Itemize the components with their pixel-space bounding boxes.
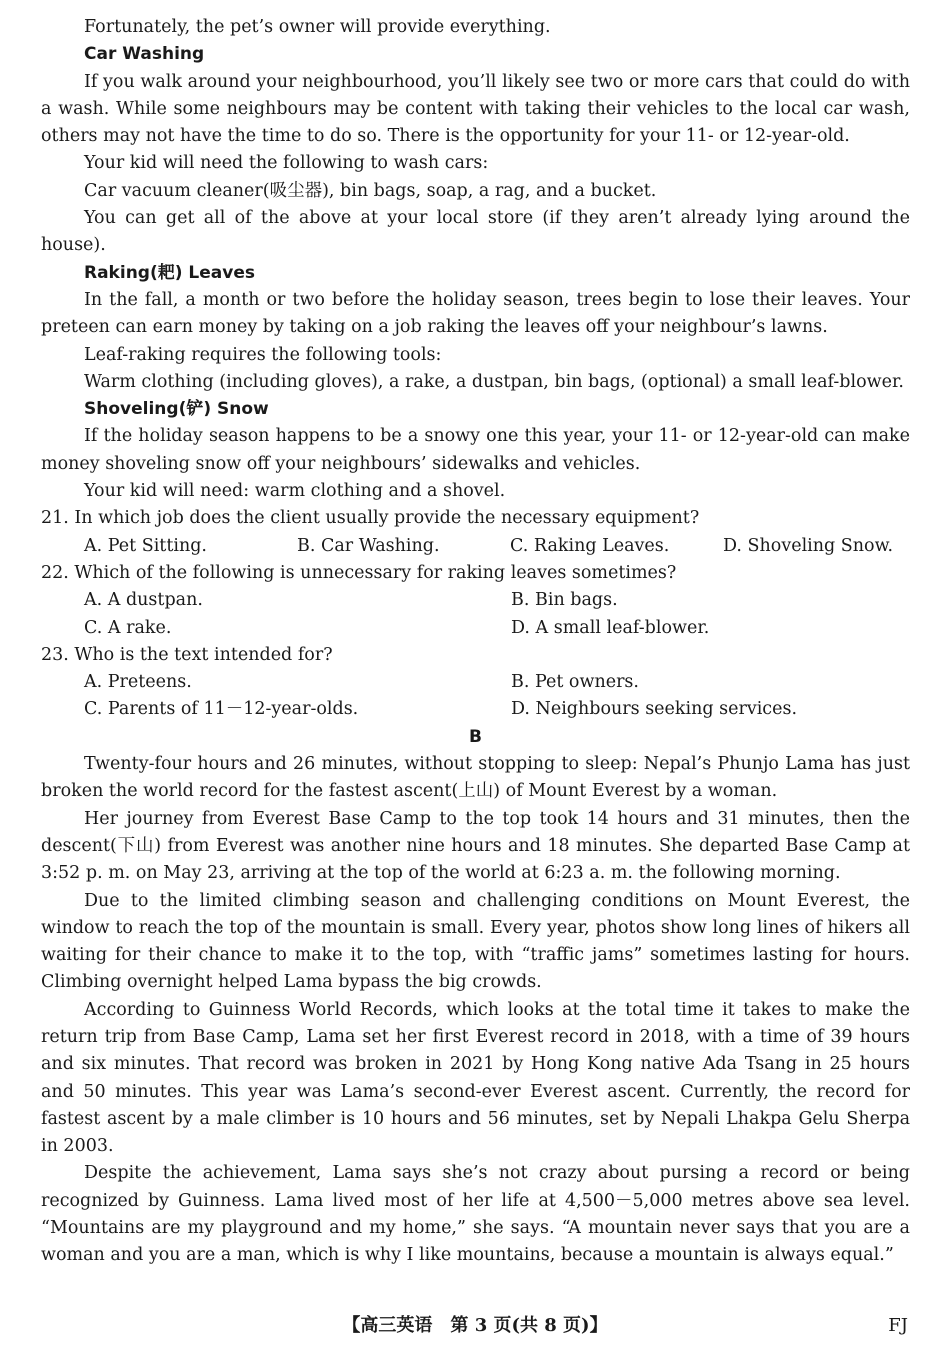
q21-option-a: A. Pet Sitting. — [84, 535, 207, 556]
q23-option-a: A. Preteens. — [84, 672, 192, 693]
question-23-options-row-1 — [41, 669, 910, 696]
question-21-options — [41, 533, 910, 560]
section-b-paragraph-4: According to Guinness World Records, which looks at the total time it takes to make the return trip from Base Camp, Lama set her first Everest record in 2018, with a time of 39 hours and six minutes. That record was broken in 2021 by Hong Kong native Ada Tsang in 25 hours and 50 minutes. This year was Lama’s second-ever Everest ascent. Currently, the record for fastest ascent by a male climber is 10 hours and 56 minutes, set by Nepali Lhakpa Gelu Sherpa in 2003. — [41, 999, 910, 1157]
shoveling-paragraph-1: If the holiday season happens to be a snowy one this year, your 11- or 12-year-old can make money shoveling snow off your neighbours’ sidewalks and vehicles. — [41, 426, 910, 474]
question-23: 23. Who is the text intended for? — [41, 644, 333, 665]
heading-shoveling-snow: Shoveling(铲) Snow — [84, 399, 269, 420]
car-paragraph-2: Your kid will need the following to wash cars: — [84, 153, 489, 174]
shoveling-paragraph-2: Your kid will need: warm clothing and a shovel. — [84, 481, 506, 502]
q23-option-b: B. Pet owners. — [511, 672, 639, 693]
question-22: 22. Which of the following is unnecessary for raking leaves sometimes? — [41, 562, 677, 583]
q23-option-c: C. Parents of 11－12-year-olds. — [84, 699, 359, 720]
page-content — [41, 14, 910, 1270]
footer-code: FJ — [888, 1315, 908, 1336]
q21-option-c: C. Raking Leaves. — [510, 535, 670, 556]
question-21: 21. In which job does the client usually provide the necessary equipment? — [41, 508, 700, 529]
q22-option-c: C. A rake. — [84, 617, 172, 638]
question-22-options-row-1 — [41, 587, 910, 614]
section-b-paragraph-3: Due to the limited climbing season and challenging conditions on Mount Everest, the window to reach the top of the mountain is small. Every year, photos show long lines of hikers all waiting for their chance to make it to the top, with “traffic jams” sometimes lasting for hours. Climbing overnight helped Lama bypass the big crowds. — [41, 890, 910, 993]
car-paragraph-1: If you walk around your neighbourhood, you’ll likely see two or more cars that could do with a wash. While some neighbours may be content with taking their vehicles to the local car wash, others may not have the time to do so. There is the opportunity for your 11- or 12-year-old. — [41, 71, 910, 147]
car-paragraph-4: You can get all of the above at your local store (if they aren’t already lying around the house). — [41, 208, 910, 256]
raking-paragraph-3: Warm clothing (including gloves), a rake, a dustpan, bin bags, (optional) a small leaf-blower. — [84, 371, 904, 392]
page-footer — [0, 1310, 950, 1338]
footer-page-info: 【高三英语 第 3 页(共 8 页)】 — [342, 1315, 608, 1336]
question-23-options-row-2 — [41, 696, 910, 723]
heading-raking-leaves: Raking(耙) Leaves — [84, 262, 255, 283]
q22-option-d: D. A small leaf-blower. — [511, 617, 710, 638]
section-b-paragraph-5: Despite the achievement, Lama says she’s not crazy about pursing a record or being recognized by Guinness. Lama lived most of her life at 4,500－5,000 metres above sea level. “Mountains are my playground and my home,” she says. “A mountain never says that you are a woman and you are a man, which is why I like mountains, because a mountain is always equal.” — [41, 1163, 910, 1266]
q21-option-d: D. Shoveling Snow. — [723, 535, 894, 556]
heading-car-washing: Car Washing — [84, 44, 205, 65]
question-22-options-row-2 — [41, 615, 910, 642]
section-b-paragraph-2: Her journey from Everest Base Camp to the top took 14 hours and 31 minutes, then the descent(下山) from Everest was another nine hours and 18 minutes. She departed Base Camp at 3:52 p. m. on May 23, arriving at the top of the world at 6:23 a. m. the following morning. — [41, 808, 910, 884]
raking-paragraph-1: In the fall, a month or two before the holiday season, trees begin to lose their leaves. Your preteen can earn money by taking on a job raking the leaves off your neighbour’s lawns. — [41, 289, 910, 338]
q23-option-d: D. Neighbours seeking services. — [511, 699, 798, 720]
q21-option-b: B. Car Washing. — [297, 535, 440, 556]
raking-paragraph-2: Leaf-raking requires the following tools: — [84, 344, 442, 365]
car-paragraph-3: Car vacuum cleaner(吸尘器), bin bags, soap, a rag, and a bucket. — [84, 180, 657, 201]
q22-option-b: B. Bin bags. — [511, 590, 618, 611]
section-b-label: B — [469, 726, 482, 747]
intro-line: Fortunately, the pet’s owner will provide everything. — [84, 17, 551, 37]
section-b-paragraph-1: Twenty-four hours and 26 minutes, without stopping to sleep: Nepal’s Phunjo Lama has just broken the world record for the fastest ascent(上山) of Mount Everest by a woman. — [41, 754, 910, 802]
q22-option-a: A. A dustpan. — [84, 590, 203, 611]
